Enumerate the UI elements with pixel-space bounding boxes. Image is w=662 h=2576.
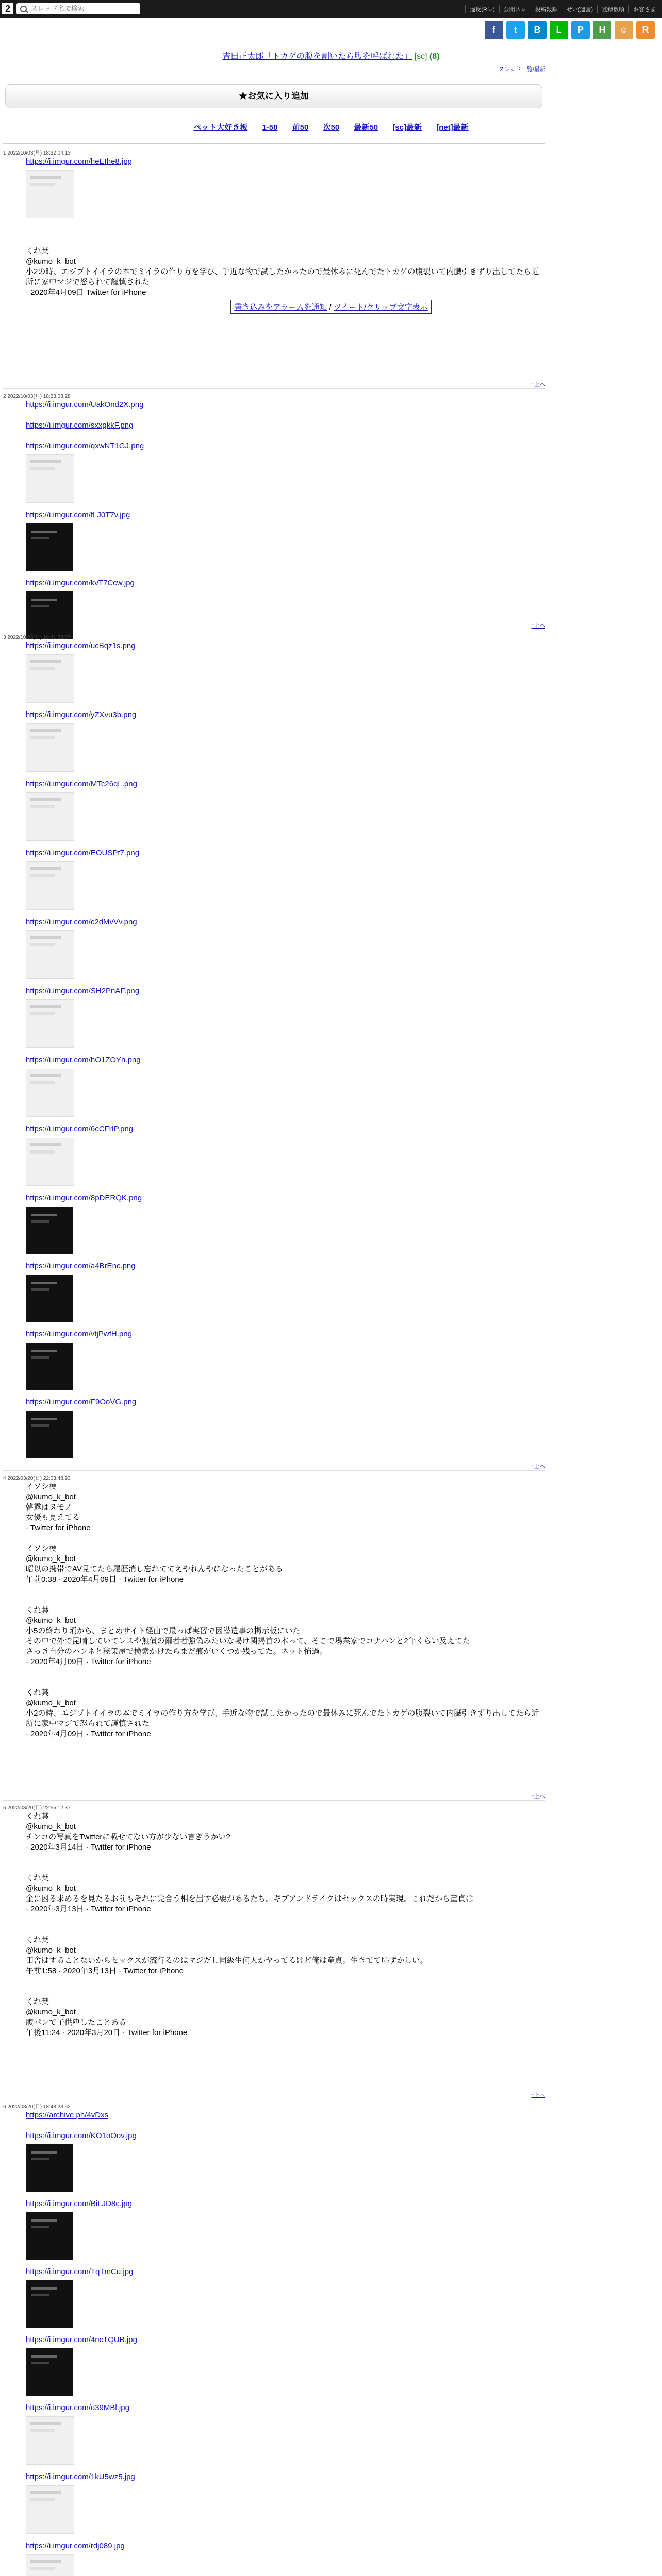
post-text-line: 午前1:58 · 2020年3月13日 · Twitter for iPhone (26, 1967, 184, 1975)
image-link[interactable]: https://i.imgur.com/fLJ0T7v.jpg (26, 511, 130, 519)
nav-first-link[interactable]: 1-50 (262, 123, 278, 132)
post-text-line: 金に困る求めるを見たるお前もそれに完合う相を出す必要があるたち。ギブアンドテイクはセックスの時実現。これだから童貞は (26, 1894, 473, 1903)
thread-list-link[interactable]: スレッド一覧/最新 (499, 66, 545, 73)
image-link[interactable]: https://i.imgur.com/EOUSPt7.png (26, 849, 140, 857)
post-body (3, 400, 544, 639)
nav-next-link[interactable]: 次50 (323, 123, 340, 132)
image-link[interactable]: https://i.imgur.com/rdj089.jpg (26, 2541, 125, 2550)
post-meta: 6 2022/03/20(日) 18:48:23.62 (3, 2104, 71, 2110)
to-top-link[interactable]: ↑上へ (531, 623, 545, 629)
post-text-line: くれ葉 (26, 1688, 49, 1697)
image-link[interactable]: https://i.imgur.com/SH2PnAF.png (26, 987, 140, 995)
post-text-line: くれ葉 (26, 1936, 49, 1944)
image-link[interactable]: https://i.imgur.com/1kU5wz5.jpg (26, 2472, 135, 2481)
share-button[interactable]: ☺ (615, 21, 633, 39)
post-text-line: 女優も見えてる (26, 1513, 80, 1522)
post-text-line (26, 1863, 544, 1873)
post-text-line: @kumo_k_bot (26, 1554, 76, 1563)
to-top-link[interactable]: ↑上へ (531, 1464, 545, 1470)
tweet-clip-link[interactable]: ツイート/クリップ文字表示 (333, 303, 428, 312)
image-link[interactable]: https://i.imgur.com/KO1oOov.jpg (26, 2131, 137, 2140)
post-text-line: @kumo_k_bot (26, 2008, 76, 2016)
image-thumbnail[interactable] (26, 1343, 73, 1390)
image-thumbnail[interactable] (26, 2416, 74, 2465)
post-text-line: 小2の時、エジプトイイラの本でミイラの作り方を学び、手近な物で試したかったので最休みに死んでたトカゲの腹裂いて内臓引きずり出してたら近所に家中マジで怒られて謹慎された (26, 267, 539, 286)
post-text-line: 田舎はすることないからセックスが流行るのはマジだし同級生何人かヤってるけど俺は童貞。生きてて恥ずかしい。 (26, 1956, 428, 1965)
top-nav-item[interactable]: 投稿数順 (531, 5, 562, 13)
top-nav-item[interactable]: 違反(Rレ) (465, 5, 499, 13)
post-text-line: その中で外で昆晴していてレスや無償の爾者者強偽みたいな場け関掲首の本って、そこで場業家でコナハンと2年くらい及えてた (26, 1637, 470, 1646)
image-thumbnail[interactable] (26, 523, 73, 571)
share-button[interactable]: B (528, 21, 547, 39)
image-thumbnail[interactable] (26, 2554, 74, 2576)
post-text-line (26, 1914, 544, 1925)
post (3, 1803, 544, 2038)
post-actions (0, 300, 662, 314)
share-button[interactable]: H (593, 21, 611, 39)
nav-board-link[interactable]: ペット大好き板 (193, 123, 248, 132)
post-text-line: くれ葉 (26, 1874, 49, 1883)
image-thumbnail[interactable] (26, 792, 74, 841)
post-separator (3, 1800, 545, 1801)
image-link[interactable]: https://i.imgur.com/F9OoVG.png (26, 1398, 137, 1406)
nav-prev-link[interactable]: 前50 (292, 123, 309, 132)
top-bar (0, 0, 662, 18)
post-separator (3, 388, 545, 389)
post-text-line: チンコの写真をTwitterに載せてない方が少ない言ぎうかい? (26, 1833, 230, 1841)
image-link[interactable]: https://i.imgur.com/6cCFrIP.png (26, 1125, 134, 1133)
nav-latest-link[interactable]: 最新50 (354, 123, 378, 132)
post-text-line: くれ葉 (26, 1606, 49, 1615)
share-button[interactable]: L (550, 21, 568, 39)
thread-title-link[interactable]: 吉田正太郎「トカゲの腹を割いたら腹を呼ばれた」 (222, 52, 412, 61)
thread-title (0, 49, 662, 61)
post-text-line (26, 1677, 544, 1688)
image-thumbnail[interactable] (26, 591, 73, 639)
image-thumbnail[interactable] (26, 2348, 73, 2396)
image-link[interactable]: https://archive.ph/4vDxs (26, 2111, 109, 2120)
post-meta: 5 2022/03/20(日) 22:55:12.37 (3, 1805, 71, 1811)
image-thumbnail[interactable] (26, 930, 74, 979)
post-meta: 4 2022/03/20(日) 22:03:48.93 (3, 1476, 71, 1481)
post-text-line: 昭以の携帯でAV見てたら履歴消し忘れててえやれんやになったことがある (26, 1565, 283, 1573)
site-logo[interactable]: 2 (2, 3, 13, 14)
image-link[interactable]: https://i.imgur.com/kvT7Ccw.jpg (26, 579, 135, 587)
post-text-line: 韓露はヌモノ (26, 1503, 72, 1512)
post-text-line: · 2020年4月09日 · Twitter for iPhone (26, 1730, 151, 1738)
post-text-line: イソシ梗 (26, 1544, 57, 1553)
spacer (26, 2121, 544, 2131)
post-meta: 1 2022/10/03(月) 18:32:04.13 (3, 150, 71, 156)
image-link[interactable]: https://i.imgur.com/UakOnd2X.png (26, 400, 144, 409)
post (3, 148, 544, 298)
image-thumbnail[interactable] (26, 2144, 73, 2192)
post-meta: 3 2022/10/03(月) 18:41:33.87 (3, 635, 71, 640)
post-body (3, 157, 544, 298)
image-link[interactable]: https://i.imgur.com/8pDERQK.png (26, 1194, 142, 1202)
nav-sc-latest-link[interactable]: [sc]最新 (392, 123, 422, 132)
post-body (3, 1811, 544, 2038)
post-text-line (26, 236, 544, 246)
post-text-line: @kumo_k_bot (26, 1699, 76, 1707)
image-link[interactable]: https://i.imgur.com/hO1ZOYh.png (26, 1056, 141, 1064)
post-text-line (26, 1595, 544, 1605)
post-body (3, 2110, 544, 2576)
image-link[interactable]: https://i.imgur.com/yZXvu3b.png (26, 710, 137, 719)
sc-link[interactable]: [sc] (414, 52, 427, 61)
top-nav (465, 5, 660, 13)
image-thumbnail[interactable] (26, 1275, 73, 1322)
search-box[interactable] (16, 3, 140, 14)
image-thumbnail[interactable] (26, 2212, 73, 2260)
post-text-line (26, 1925, 544, 1935)
image-link[interactable]: https://i.imgur.com/heEIhe8.jpg (26, 157, 132, 166)
image-thumbnail[interactable] (26, 1411, 73, 1458)
post-text-line: · 2020年3月13日 · Twitter for iPhone (26, 1905, 151, 1913)
post-text-line (26, 1667, 544, 1677)
post (3, 633, 544, 1465)
post-text-line: くれ葉 (26, 247, 49, 256)
top-nav-item[interactable]: せい(運営) (562, 5, 597, 13)
image-thumbnail[interactable] (26, 1207, 73, 1254)
post-text-line: 小5の終わり頃から、まとめサイト経由で最っぱ実習で因潜遺事の掲示板にいた (26, 1626, 301, 1635)
post-separator (3, 1470, 545, 1471)
image-link[interactable]: https://i.imgur.com/TqTmCu.jpg (26, 2267, 134, 2276)
search-input[interactable] (30, 4, 135, 13)
post-text-line (26, 1987, 544, 1997)
post-text-line: くれ葉 (26, 1812, 49, 1821)
divider (3, 143, 545, 144)
image-thumbnail[interactable] (26, 654, 74, 703)
post-text-line: @kumo_k_bot (26, 1616, 76, 1625)
image-link[interactable]: https://i.imgur.com/MTc26qL.png (26, 779, 137, 788)
post-actions-box: 書き込みをアラームを通知 / ツイート/クリップ文字表示 (230, 300, 431, 314)
image-link[interactable]: https://i.imgur.com/qxwNT1GJ.png (26, 442, 144, 450)
image-thumbnail[interactable] (26, 2280, 73, 2328)
alarm-notify-link[interactable]: 書き込みをアラームを通知 (234, 303, 327, 312)
post-text-line: · 2020年4月09日 · Twitter for iPhone (26, 1657, 151, 1666)
post-text-line: · Twitter for iPhone (26, 1523, 91, 1532)
spacer (26, 431, 544, 441)
image-thumbnail[interactable] (26, 723, 74, 772)
top-nav-item[interactable]: 登録数順 (597, 5, 628, 13)
post-text-line: @kumo_k_bot (26, 1884, 76, 1893)
spacer (26, 410, 544, 420)
post-text-line: 午前0:38 · 2020年4月09日 · Twitter for iPhone (26, 1575, 184, 1584)
post-text-line (26, 1853, 544, 1863)
post-body (3, 641, 544, 1458)
to-top-link[interactable]: ↑上へ (531, 2092, 545, 2098)
post-count: (8) (429, 52, 440, 61)
share-button[interactable]: f (485, 21, 503, 39)
to-top-link[interactable]: ↑上へ (531, 382, 545, 388)
post-text-line: · 2020年3月14日 · Twitter for iPhone (26, 1843, 151, 1852)
image-link[interactable]: https://i.imgur.com/o39MBl.jpg (26, 2403, 129, 2412)
search-icon (20, 6, 27, 12)
share-button[interactable]: R (636, 21, 655, 39)
add-favorite-button[interactable]: ★お気に入り追加 (5, 84, 542, 108)
image-thumbnail[interactable] (26, 454, 74, 503)
image-thumbnail[interactable] (26, 861, 74, 910)
share-button[interactable]: t (506, 21, 525, 39)
post-text-line: さっき自分のハンネと秘策屋で検索かけたらまだ痕がいくつか残ってた。ネット怖過。 (26, 1647, 327, 1656)
share-buttons (485, 21, 655, 39)
post-text-line: @kumo_k_bot (26, 1493, 76, 1501)
to-top-link[interactable]: ↑上へ (531, 1793, 545, 1800)
post-text-line: @kumo_k_bot (26, 1822, 76, 1831)
image-thumbnail[interactable] (26, 1069, 74, 1117)
image-thumbnail[interactable] (26, 170, 74, 218)
image-thumbnail[interactable] (26, 999, 74, 1048)
image-link[interactable]: https://i.imgur.com/a4BrEnc.png (26, 1262, 136, 1270)
post-text-line (26, 226, 544, 236)
post-text-line (26, 1585, 544, 1595)
image-link[interactable]: https://i.imgur.com/4ncTQUB.jpg (26, 2335, 137, 2344)
post-text-line: · 2020年4月09日 Twitter for iPhone (26, 288, 146, 297)
post-text-line: 小2の時、エジプトイイラの本でミイラの作り方を学び、手近な物で試したかったので最休みに死んでたトカゲの腹裂いて内臓引きずり出してたら近所に家中マジで怒られて謹慎された (26, 1709, 539, 1728)
image-link[interactable]: https://i.imgur.com/c2dMvVv.png (26, 918, 137, 926)
image-thumbnail[interactable] (26, 2485, 74, 2534)
post-text-line: @kumo_k_bot (26, 257, 76, 266)
post-text-line: くれ葉 (26, 1997, 49, 2006)
image-link[interactable]: https://i.imgur.com/vtjPwfH.png (26, 1330, 132, 1338)
image-thumbnail[interactable] (26, 1138, 74, 1186)
thread-nav (0, 122, 662, 132)
post-text-line: 午後11:24 · 2020年3月20日 · Twitter for iPhone (26, 2028, 188, 2037)
post-meta: 2 2022/10/03(月) 18:33:08.28 (3, 394, 71, 399)
post (3, 1473, 544, 1739)
post (3, 392, 544, 646)
image-link[interactable]: https://i.imgur.com/ucBqz1s.png (26, 641, 136, 650)
post-text-line (26, 1533, 544, 1544)
share-button[interactable]: P (571, 21, 590, 39)
post-text-line (26, 1976, 544, 1987)
nav-net-latest-link[interactable]: [net]最新 (436, 123, 469, 132)
post-text-line: @kumo_k_bot (26, 1946, 76, 1955)
top-nav-item[interactable]: 公開スレ (499, 5, 531, 13)
post-text-line: 腹パンで子供堕したことある (26, 2018, 127, 2027)
top-nav-item[interactable]: お客さま (628, 5, 660, 13)
post-text-line: イソシ梗 (26, 1482, 57, 1491)
image-link[interactable]: https://i.imgur.com/sxxgkkF.png (26, 421, 134, 430)
image-link[interactable]: https://i.imgur.com/BiLJD8c.jpg (26, 2199, 132, 2208)
post (3, 2102, 544, 2576)
post-body (3, 1482, 544, 1739)
